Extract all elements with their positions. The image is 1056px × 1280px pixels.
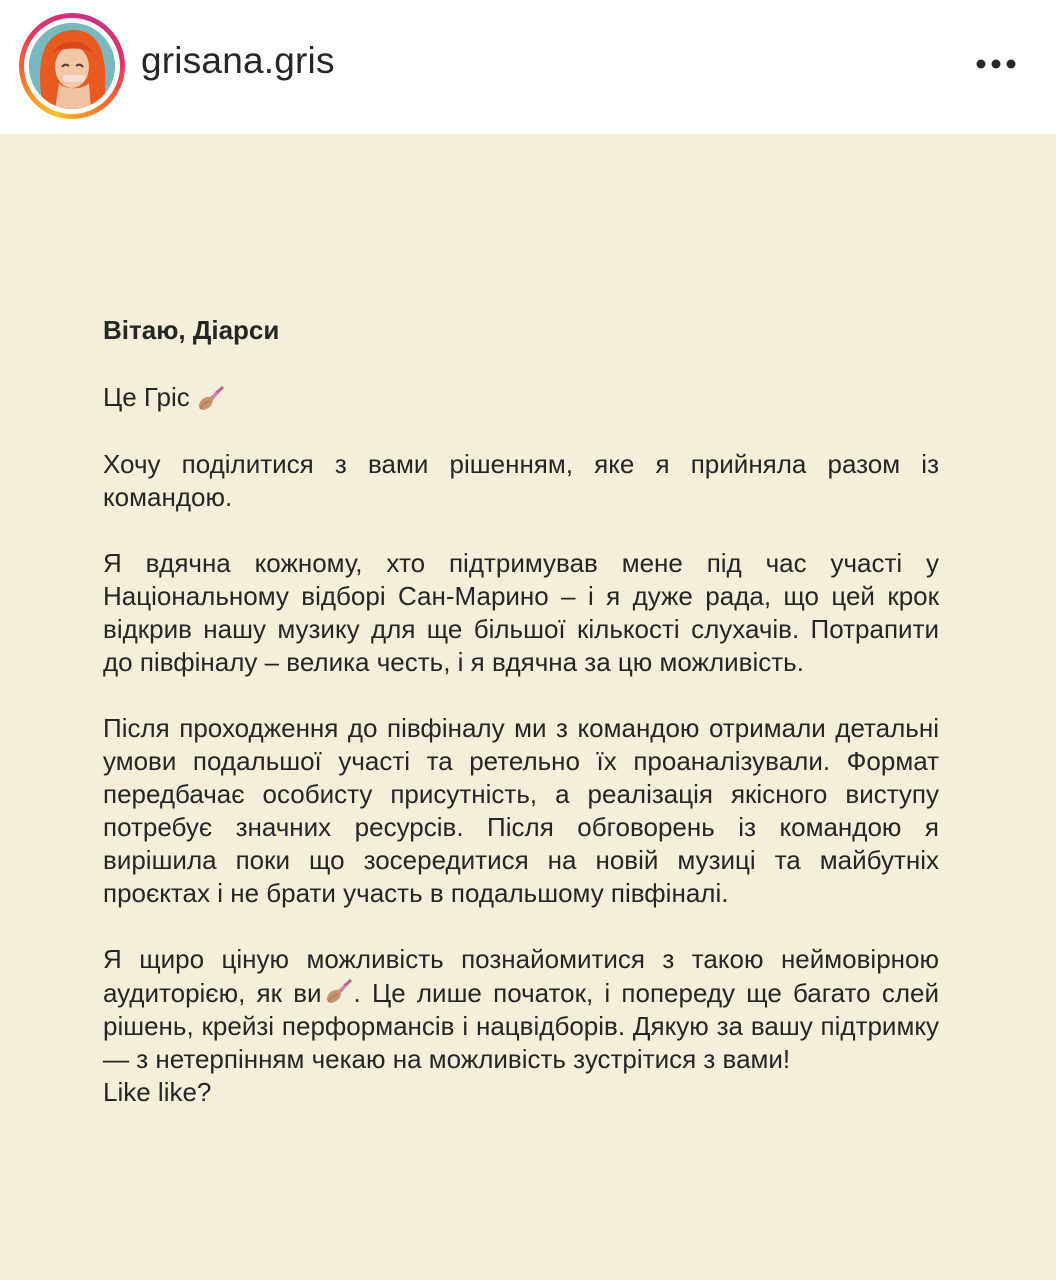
paragraph-3: Після проходження до півфіналу ми з командою отримали детальні умови подальшої участі та ретельно їх проаналізували. Формат передбачає особисту присутність, а реалізація якісного виступу потребує значних ресурсів. Після обговорень із командою я вирішила поки що зосередитися на новій музиці та майбутніх проєктах і не брати участь в подальшому півфіналі.: [103, 713, 939, 908]
paragraph-1: Хочу поділитися з вами рішенням, яке я прийняла разом із командою.: [103, 449, 939, 512]
greeting: Вітаю, Діарси: [103, 315, 280, 345]
nail-polish-icon: [324, 976, 354, 1006]
story-ring[interactable]: [19, 13, 125, 119]
intro-line: [103, 381, 939, 414]
paragraph-4: [103, 943, 939, 1076]
username[interactable]: grisana.gris: [141, 40, 335, 81]
nail-polish-icon: [196, 383, 226, 413]
letter-text: [103, 314, 939, 1109]
closing-line: Like like?: [103, 1077, 212, 1107]
intro-text: Це Гріс: [103, 382, 190, 412]
more-options-button[interactable]: [966, 44, 1026, 84]
post-header: [0, 0, 1056, 134]
post-image[interactable]: [0, 134, 1056, 1280]
avatar-frame: [24, 18, 120, 114]
more-horizontal-icon: [966, 44, 1026, 84]
avatar[interactable]: [29, 23, 115, 109]
paragraph-4-end: . Це лише початок, і попереду ще багато слей рішень, крейзі перформансів і нацвідборів. Дякую за вашу підтримку — з нетерпінням чекаю на можливість зустрітися з вами!: [103, 978, 939, 1074]
paragraph-4-start: Я щиро ціную можливість познайомитися з такою неймовірною аудиторією, як ви: [103, 944, 939, 1008]
avatar-image: [29, 23, 115, 109]
paragraph-2: Я вдячна кожному, хто підтримував мене під час участі у Національному відборі Сан-Марино – і я дуже рада, що цей крок відкрив нашу музику для ще більшої кількості слухачів. Потрапити до півфіналу – велика честь, і я вдячна за цю можливість.: [103, 548, 939, 677]
